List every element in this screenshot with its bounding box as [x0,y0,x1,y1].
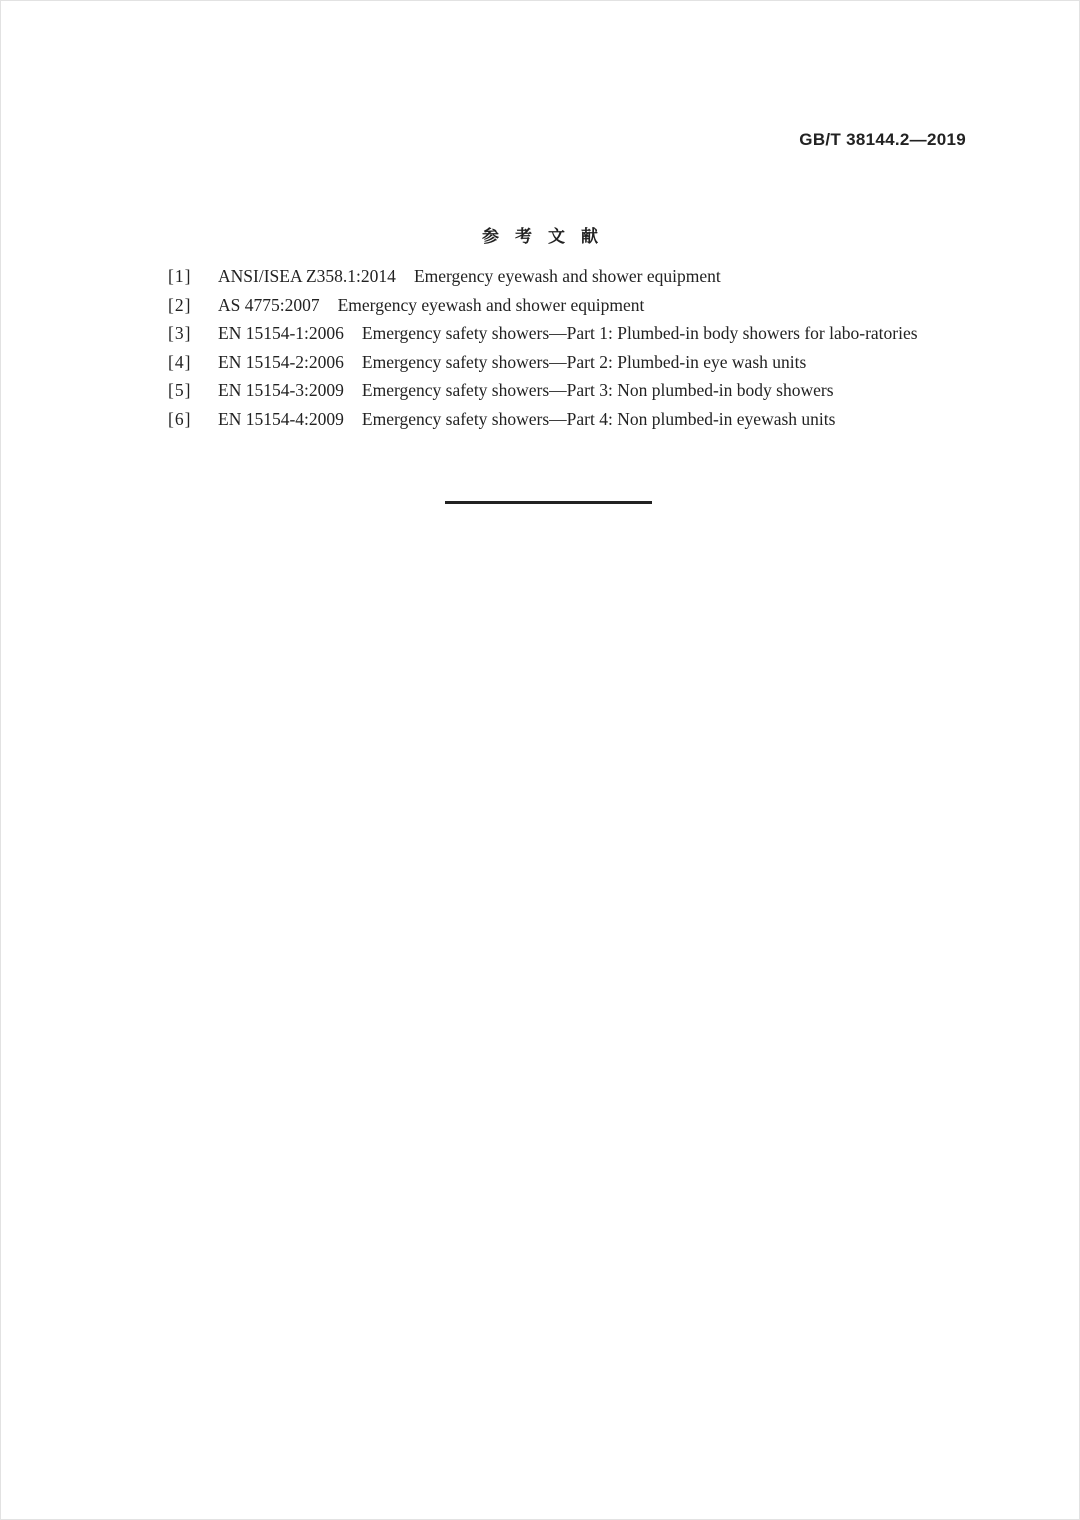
reference-number: [3] [168,323,192,344]
reference-code: EN 15154-3:2009 [218,380,344,401]
reference-number: [5] [168,380,192,401]
reference-item [132,348,968,377]
standard-number: GB/T 38144.2—2019 [799,130,966,149]
reference-title: Emergency safety showers—Part 4: Non plumbed-in eyewash units [361,408,836,429]
reference-item [132,291,968,320]
reference-title: Emergency eyewash and shower equipment [337,294,645,315]
reference-number: [6] [168,408,192,429]
reference-number: [1] [168,266,192,286]
reference-code: EN 15154-1:2006 [218,323,344,344]
reference-title: Emergency safety showers—Part 1: Plumbed-in body showers for labo-ratories [361,323,918,344]
reference-item [132,376,968,405]
reference-code: EN 15154-4:2009 [218,408,344,429]
reference-title: Emergency safety showers—Part 3: Non plumbed-in body showers [361,380,834,401]
reference-item [96,319,968,348]
reference-code: EN 15154-2:2006 [218,351,344,372]
reference-code: ANSI/ISEA Z358.1:2014 [218,266,396,286]
reference-list [132,262,968,434]
section-title: 参考文献 [482,227,614,247]
reference-item [132,405,968,434]
end-rule [445,501,652,504]
reference-number: [2] [168,294,192,315]
reference-title: Emergency eyewash and shower equipment [413,266,721,286]
reference-item [132,262,968,291]
reference-title: Emergency safety showers—Part 2: Plumbed-in eye wash units [361,351,807,372]
reference-code: AS 4775:2007 [218,294,320,315]
reference-number: [4] [168,351,192,372]
